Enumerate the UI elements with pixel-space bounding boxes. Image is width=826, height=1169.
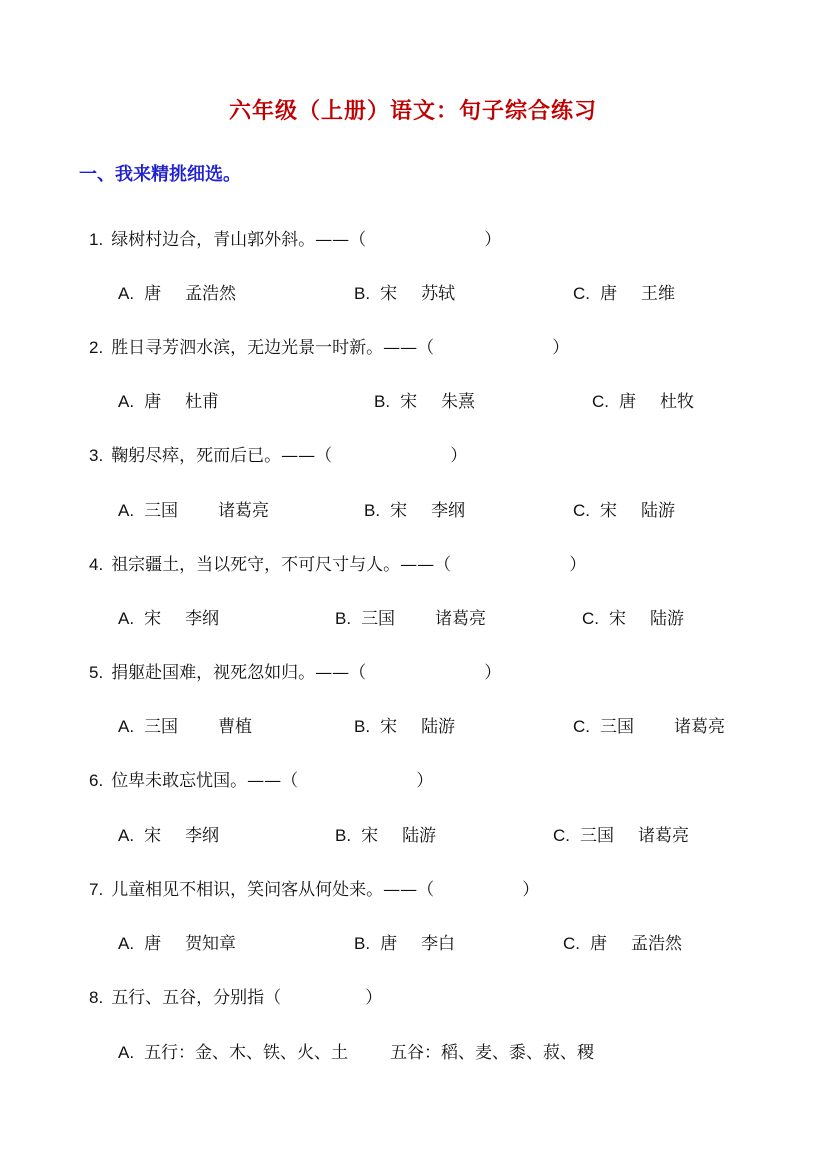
question-text: 胜日寻芳泗水滨，无边光景一时新。——（ [111, 338, 435, 358]
question-5 [89, 658, 501, 683]
close-paren: ） [365, 988, 383, 1008]
option-a[interactable]: A. 三国 诸葛亮 [118, 501, 270, 521]
question-text: 儿童相见不相识，笑问客从何处来。——（ [111, 880, 435, 900]
option-a[interactable]: A. 宋 李纲 [118, 826, 220, 846]
question-number: 6. [89, 771, 104, 790]
close-paren: ） [484, 663, 502, 683]
option-a[interactable]: A. 三国 曹植 [118, 717, 253, 737]
question-number: 4. [89, 555, 104, 574]
option-c[interactable]: C. 唐 王维 [573, 284, 675, 304]
option-c[interactable]: C. 唐 孟浩然 [563, 934, 682, 954]
option-a[interactable]: A. 宋 李纲 [118, 609, 220, 629]
close-paren: ） [484, 230, 502, 250]
option-a[interactable]: A. 唐 贺知章 [118, 934, 237, 954]
question-7 [89, 875, 539, 900]
option-c[interactable]: C. 三国 诸葛亮 [553, 826, 689, 846]
option-a[interactable]: A. 唐 杜甫 [118, 392, 220, 412]
question-number: 2. [89, 338, 104, 357]
question-2 [89, 333, 569, 358]
close-paren: ） [416, 771, 434, 791]
page-title: 六年级（上册）语文：句子综合练习 [228, 99, 597, 124]
question-1 [89, 225, 501, 250]
close-paren: ） [552, 338, 570, 358]
question-number: 8. [89, 988, 104, 1007]
option-a[interactable]: A. 五行：金、木、铁、火、土 五谷：稻、麦、黍、菽、稷 [118, 1043, 595, 1063]
option-b[interactable]: B. 三国 诸葛亮 [335, 609, 487, 629]
question-4 [89, 550, 586, 575]
question-8 [89, 983, 382, 1008]
question-number: 3. [89, 446, 104, 465]
close-paren: ） [450, 446, 468, 466]
option-b[interactable]: B. 宋 苏轼 [354, 284, 456, 304]
option-b[interactable]: B. 宋 陆游 [354, 717, 456, 737]
question-text: 五行、五谷，分别指（ [111, 988, 282, 1008]
question-text: 捐躯赴国难，视死忽如归。——（ [111, 663, 367, 683]
close-paren: ） [522, 880, 540, 900]
option-b[interactable]: B. 唐 李白 [354, 934, 456, 954]
section-heading: 一、我来精挑细选。 [79, 164, 241, 185]
question-number: 1. [89, 230, 104, 249]
option-b[interactable]: B. 宋 陆游 [335, 826, 437, 846]
question-text: 鞠躬尽瘁，死而后已。——（ [111, 446, 333, 466]
option-b[interactable]: B. 宋 朱熹 [374, 392, 476, 412]
option-c[interactable]: C. 唐 杜牧 [592, 392, 694, 412]
question-text: 位卑未敢忘忧国。——（ [111, 771, 299, 791]
question-text: 绿树村边合，青山郭外斜。——（ [111, 230, 367, 250]
question-number: 5. [89, 663, 104, 682]
option-c[interactable]: C. 宋 陆游 [582, 609, 684, 629]
question-text: 祖宗疆土，当以死守，不可尺寸与人。——（ [111, 555, 452, 575]
option-c[interactable]: C. 三国 诸葛亮 [573, 717, 725, 737]
option-a[interactable]: A. 唐 孟浩然 [118, 284, 237, 304]
question-6 [89, 766, 433, 791]
close-paren: ） [569, 555, 587, 575]
question-number: 7. [89, 880, 104, 899]
question-3 [89, 441, 467, 466]
option-c[interactable]: C. 宋 陆游 [573, 501, 675, 521]
option-b[interactable]: B. 宋 李纲 [364, 501, 466, 521]
